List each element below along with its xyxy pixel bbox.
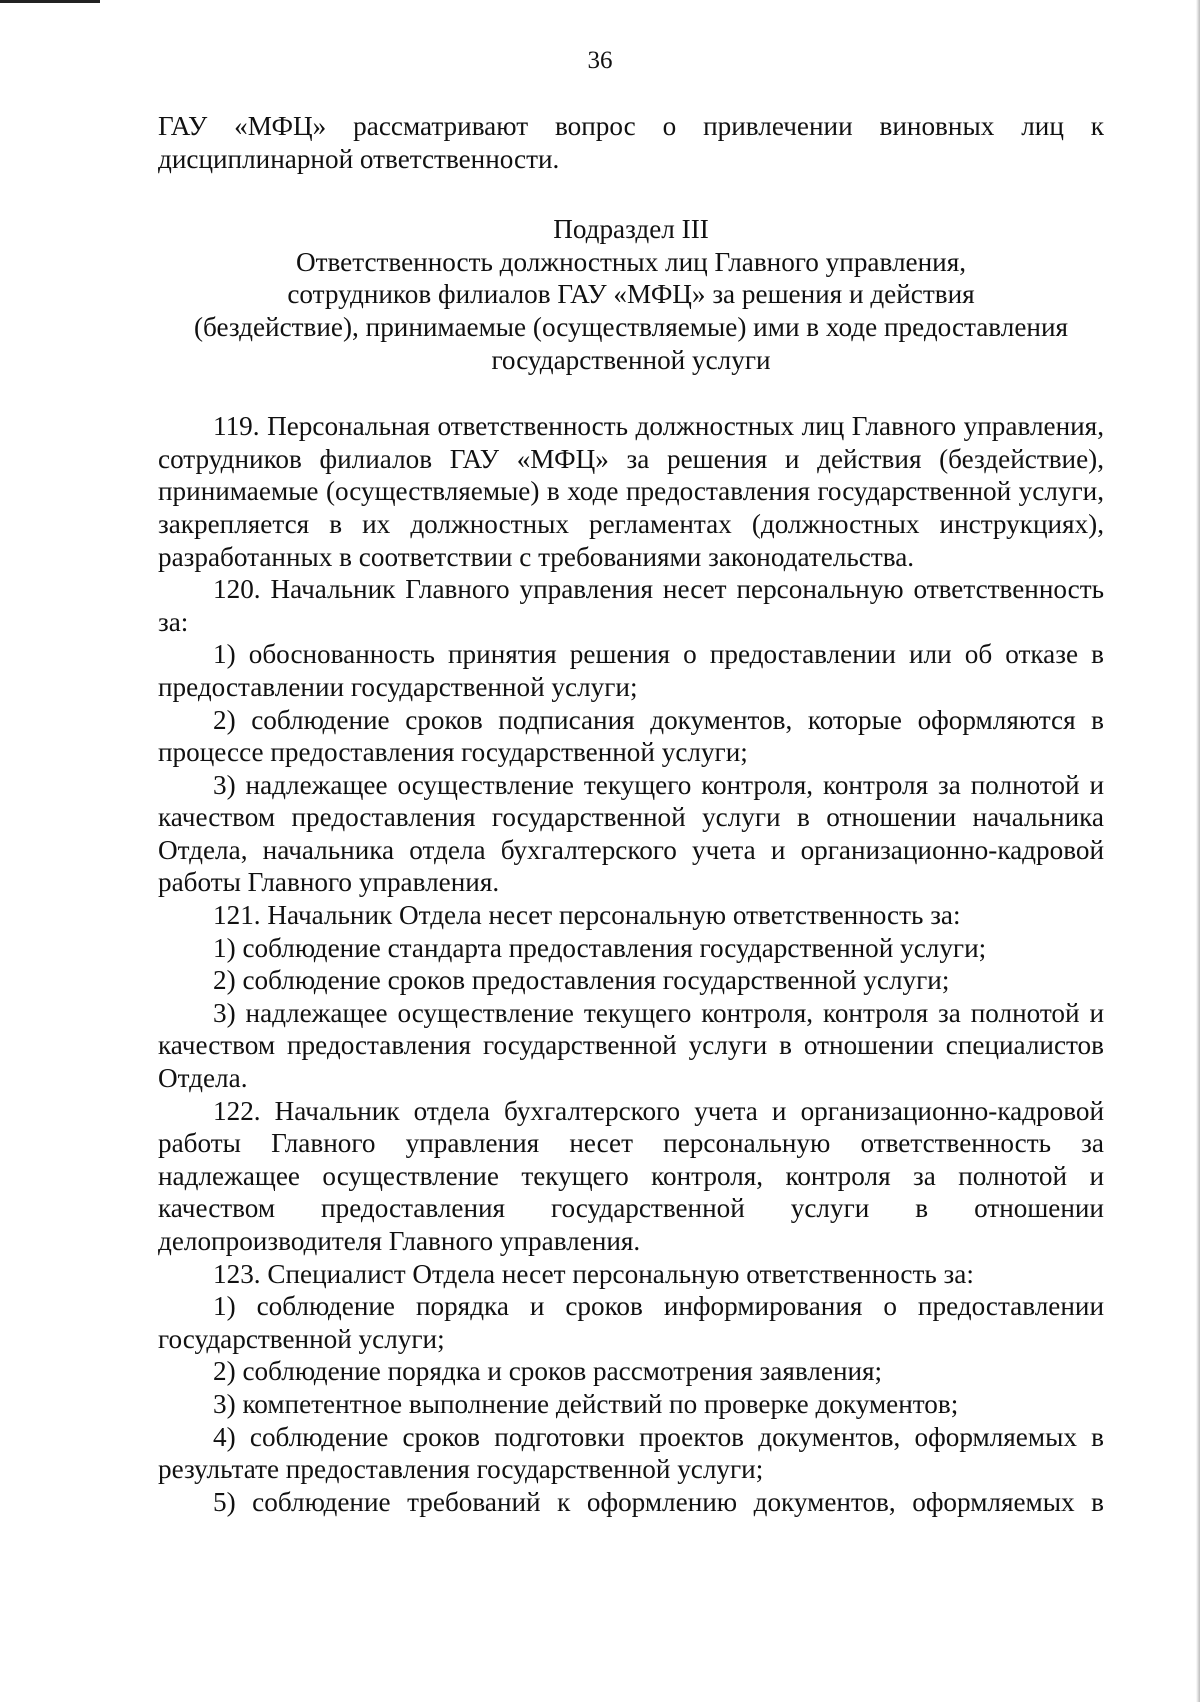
subsection-title-line: государственной услуги — [491, 344, 771, 375]
subsection-title-line: (бездействие), принимаемые (осуществляемые) ими в ходе предоставления — [193, 311, 1069, 342]
subsection-heading — [158, 213, 1104, 376]
list-item: 2) соблюдение сроков подписания документов, которые оформляются в процессе предоставления государственной услуги; — [158, 704, 1104, 768]
list-item: 3) компетентное выполнение действий по проверке документов; — [213, 1388, 959, 1419]
document-body — [158, 110, 1104, 1518]
subsection-title-line: сотрудников филиалов ГАУ «МФЦ» за решения и действия — [287, 279, 975, 310]
list-item: 3) надлежащее осуществление текущего контроля, контроля за полнотой и качеством предоставления государственной услуги в отношении специалистов Отдела. — [158, 997, 1104, 1094]
scan-edge-shadow — [1196, 0, 1200, 1702]
scan-edge-mark — [0, 0, 100, 3]
page-number: 36 — [587, 47, 613, 74]
paragraph-122: 122. Начальник отдела бухгалтерского учета и организационно-кадровой работы Главного управления несет персональную ответственность за надлежащее осуществление текущего контроля, контроля за полнотой и качеством предоставления государственной услуги в отношении делопроизводителя Главного управления. — [158, 1095, 1104, 1256]
list-item: 2) соблюдение порядка и сроков рассмотрения заявления; — [213, 1356, 883, 1387]
paragraph-121: 121. Начальник Отдела несет персональную ответственность за: — [213, 900, 961, 931]
list-item: 4) соблюдение сроков подготовки проектов документов, оформляемых в результате предоставления государственной услуги; — [158, 1421, 1104, 1485]
list-item: 1) обоснованность принятия решения о предоставлении или об отказе в предоставлении государственной услуги; — [158, 639, 1104, 702]
list-item: 2) соблюдение сроков предоставления государственной услуги; — [213, 965, 950, 996]
paragraph-120: 120. Начальник Главного управления несет персональную ответственность за: — [158, 574, 1104, 637]
intro-paragraph: ГАУ «МФЦ» рассматривают вопрос о привлечении виновных лиц к дисциплинарной ответственности. — [158, 111, 1104, 174]
paragraph-123: 123. Специалист Отдела несет персональную ответственность за: — [213, 1258, 974, 1289]
list-item: 5) соблюдение требований к оформлению документов, оформляемых в — [213, 1486, 1104, 1517]
subsection-label: Подраздел III — [553, 214, 709, 245]
list-item: 1) соблюдение стандарта предоставления государственной услуги; — [213, 932, 987, 963]
paragraph-119: 119. Персональная ответственность должностных лиц Главного управления, сотрудников филиалов ГАУ «МФЦ» за решения и действия (бездействие), принимаемые (осуществляемые) в ходе предоставления государственной услуги, закрепляется в их должностных регламентах (должностных инструкциях), разработанных в соответствии с требованиями законодательства. — [158, 411, 1104, 572]
subsection-title-line: Ответственность должностных лиц Главного управления, — [295, 246, 966, 277]
list-item: 3) надлежащее осуществление текущего контроля, контроля за полнотой и качеством предоставления государственной услуги в отношении начальника Отдела, начальника отдела бухгалтерского учета и организационно-кадровой работы Главного управления. — [158, 769, 1104, 898]
list-item: 1) соблюдение порядка и сроков информирования о предоставлении государственной услуги; — [158, 1291, 1104, 1354]
